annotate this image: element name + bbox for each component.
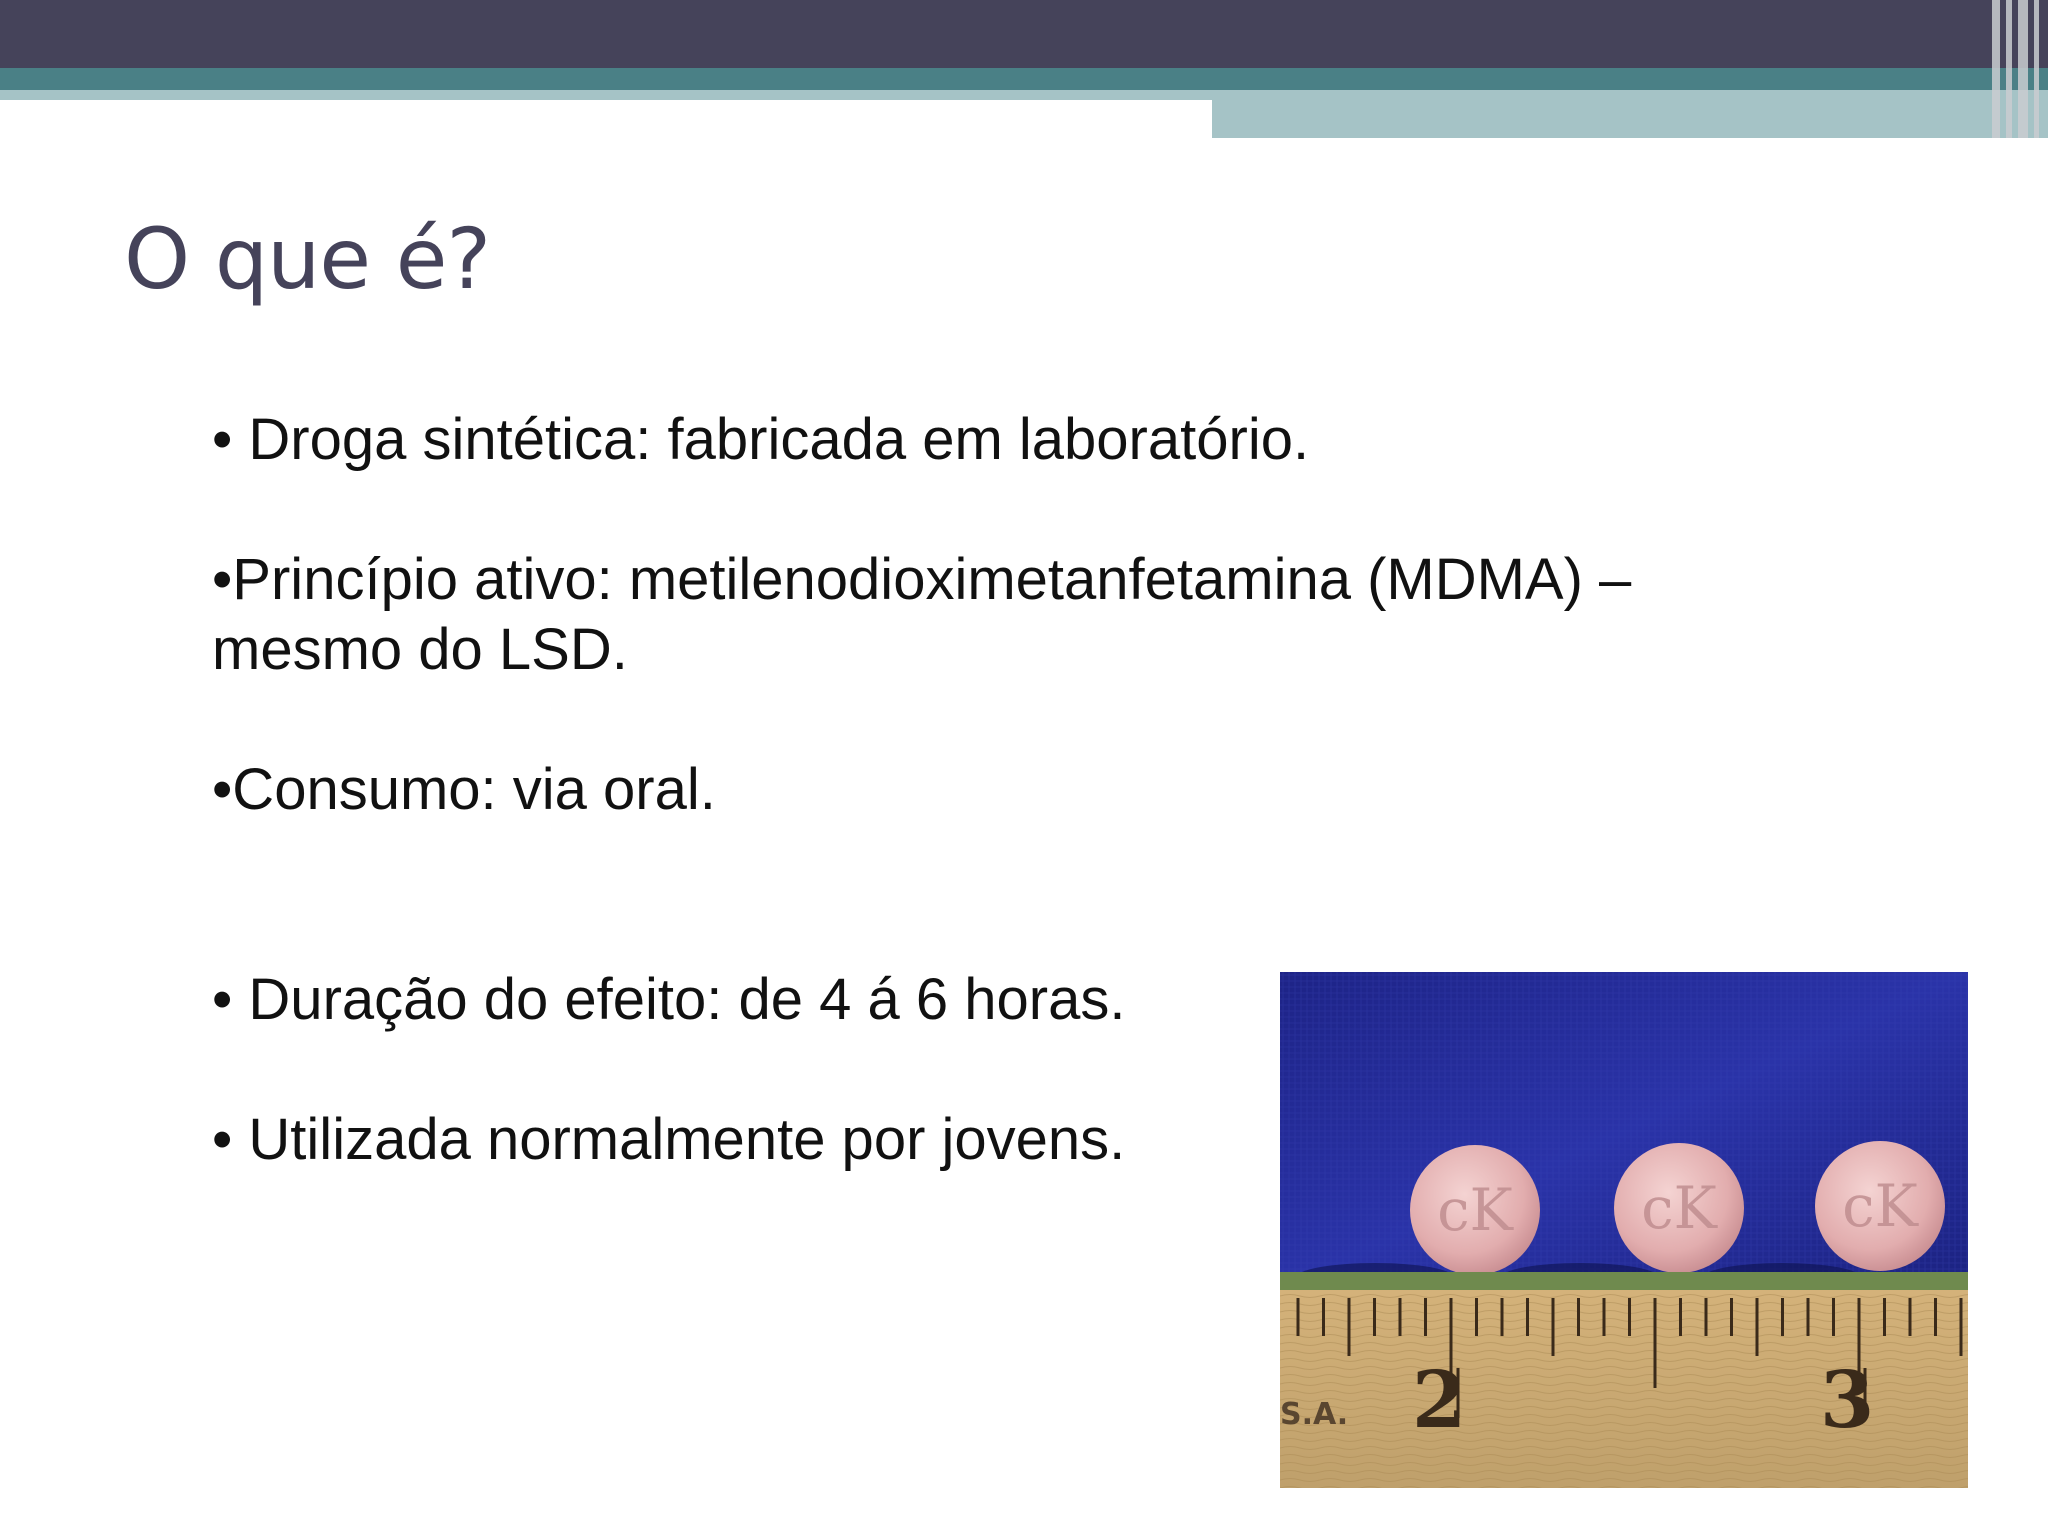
photo-illustration — [1280, 972, 1968, 1488]
pills-on-ruler-photo — [1280, 972, 1968, 1488]
pill — [1410, 1145, 1540, 1275]
ruler-number: 2 — [1412, 1355, 1467, 1446]
bullet-item: • Utilizada normalmente por jovens. — [212, 1107, 1126, 1172]
header-band-teal — [0, 68, 2048, 90]
slide-title: O que é? — [124, 210, 491, 308]
bullet-item — [212, 545, 1631, 685]
header-band-light-left — [0, 90, 1212, 100]
svg-text:cK: cK — [1437, 1176, 1513, 1244]
svg-text:cK: cK — [1842, 1172, 1918, 1240]
pill — [1614, 1143, 1744, 1273]
ruler-text: S.A. — [1280, 1397, 1349, 1432]
bullet-item: • Duração do efeito: de 4 á 6 horas. — [212, 967, 1126, 1032]
svg-text:cK: cK — [1641, 1174, 1717, 1242]
bullet-line: •Princípio ativo: metilenodioximetanfetamina (MDMA) – — [212, 547, 1632, 612]
header-band-dark — [0, 0, 2048, 68]
corner-stripes — [1988, 0, 2048, 138]
bullet-item: •Consumo: via oral. — [212, 757, 716, 822]
ruler-number: 3 — [1820, 1355, 1875, 1446]
bullet-item: • Droga sintética: fabricada em laboratório. — [212, 407, 1310, 472]
header-band-light-right — [1212, 90, 2048, 138]
bullet-line: mesmo do LSD. — [212, 617, 628, 682]
pill — [1815, 1141, 1945, 1271]
